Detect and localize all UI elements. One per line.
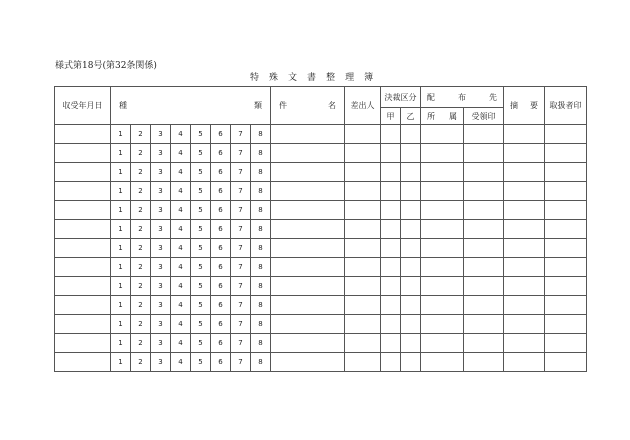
type-number-cell[interactable]: 3 <box>151 315 171 334</box>
type-number-cell[interactable]: 1 <box>111 201 131 220</box>
type-number-cell[interactable]: 3 <box>151 277 171 296</box>
received-date-cell[interactable] <box>55 163 111 182</box>
subject-cell[interactable] <box>271 296 345 315</box>
decision-b-cell[interactable] <box>401 201 421 220</box>
department-cell[interactable] <box>421 163 464 182</box>
received-date-cell[interactable] <box>55 239 111 258</box>
type-number-cell[interactable]: 8 <box>251 182 271 201</box>
department-cell[interactable] <box>421 296 464 315</box>
type-number-cell[interactable]: 1 <box>111 353 131 372</box>
type-number-cell[interactable]: 1 <box>111 163 131 182</box>
type-number-cell[interactable]: 4 <box>171 239 191 258</box>
type-number-cell[interactable]: 8 <box>251 239 271 258</box>
type-number-cell[interactable]: 5 <box>191 277 211 296</box>
type-number-cell[interactable]: 3 <box>151 353 171 372</box>
handler-seal-cell[interactable] <box>545 144 587 163</box>
table-row <box>55 239 587 258</box>
receipt-seal-cell[interactable] <box>464 201 504 220</box>
type-number-cell[interactable]: 5 <box>191 144 211 163</box>
distribution-char: 配 <box>427 92 435 102</box>
type-number-cell[interactable]: 5 <box>191 239 211 258</box>
type-number-cell[interactable]: 4 <box>171 277 191 296</box>
type-number-cell[interactable]: 7 <box>231 315 251 334</box>
type-number-cell[interactable]: 2 <box>131 277 151 296</box>
type-number-cell[interactable]: 6 <box>211 239 231 258</box>
type-number-cell[interactable]: 8 <box>251 353 271 372</box>
handler-seal-header: 取扱者印 <box>545 87 587 125</box>
type-number-cell[interactable]: 3 <box>151 239 171 258</box>
table-row <box>55 144 587 163</box>
receipt-seal-cell[interactable] <box>464 315 504 334</box>
received-date-cell[interactable] <box>55 144 111 163</box>
subject-cell[interactable] <box>271 334 345 353</box>
type-number-cell[interactable]: 3 <box>151 182 171 201</box>
type-number-cell[interactable]: 6 <box>211 201 231 220</box>
type-number-cell[interactable]: 3 <box>151 296 171 315</box>
table-row <box>55 277 587 296</box>
subject-cell[interactable] <box>271 201 345 220</box>
subject-cell[interactable] <box>271 125 345 144</box>
sender-cell[interactable] <box>345 315 381 334</box>
department-cell[interactable] <box>421 239 464 258</box>
received-date-cell[interactable] <box>55 277 111 296</box>
type-number-cell[interactable]: 7 <box>231 277 251 296</box>
type-number-cell[interactable]: 3 <box>151 334 171 353</box>
handler-seal-cell[interactable] <box>545 220 587 239</box>
summary-cell[interactable] <box>504 315 545 334</box>
type-number-cell[interactable]: 5 <box>191 163 211 182</box>
summary-cell[interactable] <box>504 277 545 296</box>
type-number-cell[interactable]: 5 <box>191 220 211 239</box>
type-header-right: 類 <box>254 101 262 110</box>
decision-b-cell[interactable] <box>401 296 421 315</box>
type-number-cell[interactable]: 2 <box>131 315 151 334</box>
type-number-cell[interactable]: 1 <box>111 220 131 239</box>
decision-b-cell[interactable] <box>401 125 421 144</box>
receipt-seal-cell[interactable] <box>464 144 504 163</box>
sender-cell[interactable] <box>345 239 381 258</box>
type-number-cell[interactable]: 5 <box>191 353 211 372</box>
receipt-seal-cell[interactable] <box>464 353 504 372</box>
type-number-cell[interactable]: 6 <box>211 182 231 201</box>
decision-a-cell[interactable] <box>381 277 401 296</box>
receipt-seal-cell[interactable] <box>464 163 504 182</box>
decision-a-cell[interactable] <box>381 220 401 239</box>
handler-seal-cell[interactable] <box>545 125 587 144</box>
type-number-cell[interactable]: 3 <box>151 220 171 239</box>
type-number-cell[interactable]: 7 <box>231 334 251 353</box>
type-number-cell[interactable]: 2 <box>131 334 151 353</box>
summary-header-right: 要 <box>530 101 538 110</box>
table-row <box>55 258 587 277</box>
department-header <box>421 108 464 125</box>
decision-a-cell[interactable] <box>381 144 401 163</box>
sender-cell[interactable] <box>345 334 381 353</box>
type-number-cell[interactable]: 5 <box>191 315 211 334</box>
decision-b-cell[interactable] <box>401 258 421 277</box>
title-char: 整 <box>326 73 336 83</box>
type-number-cell[interactable]: 3 <box>151 163 171 182</box>
type-number-cell[interactable]: 1 <box>111 144 131 163</box>
summary-cell[interactable] <box>504 125 545 144</box>
received-date-cell[interactable] <box>55 220 111 239</box>
receipt-seal-cell[interactable] <box>464 239 504 258</box>
department-cell[interactable] <box>421 182 464 201</box>
decision-b-header: 乙 <box>401 108 421 125</box>
type-header-left: 種 <box>119 101 127 110</box>
summary-cell[interactable] <box>504 144 545 163</box>
title-char: 殊 <box>269 73 279 83</box>
type-number-cell[interactable]: 8 <box>251 315 271 334</box>
type-number-cell[interactable]: 8 <box>251 258 271 277</box>
type-number-cell[interactable]: 7 <box>231 163 251 182</box>
type-number-cell[interactable]: 8 <box>251 125 271 144</box>
table-row <box>55 353 587 372</box>
sender-cell[interactable] <box>345 296 381 315</box>
type-number-cell[interactable]: 7 <box>231 125 251 144</box>
type-number-cell[interactable]: 2 <box>131 163 151 182</box>
type-number-cell[interactable]: 1 <box>111 296 131 315</box>
sender-cell[interactable] <box>345 353 381 372</box>
type-number-cell[interactable]: 2 <box>131 144 151 163</box>
type-header <box>111 87 271 125</box>
type-number-cell[interactable]: 4 <box>171 220 191 239</box>
department-cell[interactable] <box>421 315 464 334</box>
type-number-cell[interactable]: 4 <box>171 163 191 182</box>
handler-seal-cell[interactable] <box>545 163 587 182</box>
table-row <box>55 315 587 334</box>
handler-seal-cell[interactable] <box>545 296 587 315</box>
handler-seal-cell[interactable] <box>545 258 587 277</box>
type-number-cell[interactable]: 7 <box>231 220 251 239</box>
type-number-cell[interactable]: 6 <box>211 277 231 296</box>
type-number-cell[interactable]: 4 <box>171 144 191 163</box>
type-number-cell[interactable]: 5 <box>191 182 211 201</box>
sender-cell[interactable] <box>345 258 381 277</box>
decision-a-cell[interactable] <box>381 258 401 277</box>
type-number-cell[interactable]: 4 <box>171 334 191 353</box>
header-row <box>55 87 587 108</box>
department-cell[interactable] <box>421 125 464 144</box>
type-number-cell[interactable]: 8 <box>251 334 271 353</box>
type-number-cell[interactable]: 7 <box>231 296 251 315</box>
receipt-seal-cell[interactable] <box>464 277 504 296</box>
type-number-cell[interactable]: 1 <box>111 258 131 277</box>
summary-cell[interactable] <box>504 163 545 182</box>
title-char: 文 <box>288 73 298 83</box>
type-number-cell[interactable]: 2 <box>131 125 151 144</box>
summary-cell[interactable] <box>504 239 545 258</box>
type-number-cell[interactable]: 5 <box>191 296 211 315</box>
register-table <box>54 86 587 372</box>
summary-cell[interactable] <box>504 258 545 277</box>
type-number-cell[interactable]: 6 <box>211 353 231 372</box>
received-date-cell[interactable] <box>55 296 111 315</box>
type-number-cell[interactable]: 1 <box>111 239 131 258</box>
type-number-cell[interactable]: 8 <box>251 220 271 239</box>
summary-header-left: 摘 <box>510 101 518 110</box>
subject-header-right: 名 <box>328 101 336 110</box>
receipt-seal-cell[interactable] <box>464 334 504 353</box>
decision-b-cell[interactable] <box>401 163 421 182</box>
sender-cell[interactable] <box>345 182 381 201</box>
type-number-cell[interactable]: 7 <box>231 201 251 220</box>
decision-a-cell[interactable] <box>381 296 401 315</box>
table-row <box>55 296 587 315</box>
type-number-cell[interactable]: 4 <box>171 201 191 220</box>
page-title <box>250 70 383 83</box>
sender-cell[interactable] <box>345 163 381 182</box>
received-date-header: 収受年月日 <box>55 87 111 125</box>
summary-cell[interactable] <box>504 296 545 315</box>
type-number-cell[interactable]: 7 <box>231 182 251 201</box>
type-number-cell[interactable]: 6 <box>211 315 231 334</box>
type-number-cell[interactable]: 4 <box>171 296 191 315</box>
type-number-cell[interactable]: 4 <box>171 182 191 201</box>
summary-cell[interactable] <box>504 182 545 201</box>
sender-cell[interactable] <box>345 144 381 163</box>
decision-b-cell[interactable] <box>401 334 421 353</box>
decision-a-cell[interactable] <box>381 334 401 353</box>
subject-cell[interactable] <box>271 277 345 296</box>
sender-cell[interactable] <box>345 125 381 144</box>
sender-cell[interactable] <box>345 277 381 296</box>
receipt-seal-header: 受領印 <box>464 108 504 125</box>
received-date-cell[interactable] <box>55 182 111 201</box>
sender-cell[interactable] <box>345 220 381 239</box>
department-cell[interactable] <box>421 353 464 372</box>
type-number-cell[interactable]: 1 <box>111 125 131 144</box>
type-number-cell[interactable]: 6 <box>211 334 231 353</box>
table-row <box>55 334 587 353</box>
title-char: 特 <box>250 73 260 83</box>
type-number-cell[interactable]: 8 <box>251 296 271 315</box>
type-number-cell[interactable]: 6 <box>211 258 231 277</box>
type-number-cell[interactable]: 6 <box>211 163 231 182</box>
type-number-cell[interactable]: 8 <box>251 144 271 163</box>
subject-cell[interactable] <box>271 353 345 372</box>
handler-seal-cell[interactable] <box>545 277 587 296</box>
handler-seal-cell[interactable] <box>545 201 587 220</box>
sender-cell[interactable] <box>345 201 381 220</box>
received-date-cell[interactable] <box>55 334 111 353</box>
type-number-cell[interactable]: 2 <box>131 258 151 277</box>
subject-cell[interactable] <box>271 144 345 163</box>
type-number-cell[interactable]: 2 <box>131 239 151 258</box>
type-number-cell[interactable]: 2 <box>131 353 151 372</box>
type-number-cell[interactable]: 5 <box>191 125 211 144</box>
decision-a-cell[interactable] <box>381 163 401 182</box>
type-number-cell[interactable]: 4 <box>171 315 191 334</box>
decision-b-cell[interactable] <box>401 239 421 258</box>
type-number-cell[interactable]: 3 <box>151 201 171 220</box>
summary-cell[interactable] <box>504 353 545 372</box>
summary-cell[interactable] <box>504 220 545 239</box>
department-cell[interactable] <box>421 258 464 277</box>
subject-cell[interactable] <box>271 315 345 334</box>
decision-a-header: 甲 <box>381 108 401 125</box>
received-date-cell[interactable] <box>55 201 111 220</box>
subject-cell[interactable] <box>271 220 345 239</box>
subject-header <box>271 87 345 125</box>
receipt-seal-cell[interactable] <box>464 182 504 201</box>
summary-header <box>504 87 545 125</box>
type-number-cell[interactable]: 8 <box>251 277 271 296</box>
type-number-cell[interactable]: 2 <box>131 201 151 220</box>
type-number-cell[interactable]: 8 <box>251 201 271 220</box>
table-row <box>55 125 587 144</box>
decision-b-cell[interactable] <box>401 182 421 201</box>
receipt-seal-cell[interactable] <box>464 296 504 315</box>
received-date-cell[interactable] <box>55 125 111 144</box>
subject-cell[interactable] <box>271 258 345 277</box>
type-number-cell[interactable]: 1 <box>111 277 131 296</box>
type-number-cell[interactable]: 7 <box>231 239 251 258</box>
subject-cell[interactable] <box>271 163 345 182</box>
received-date-cell[interactable] <box>55 315 111 334</box>
receipt-seal-cell[interactable] <box>464 258 504 277</box>
title-char: 理 <box>345 73 355 83</box>
decision-a-cell[interactable] <box>381 125 401 144</box>
type-number-cell[interactable]: 2 <box>131 220 151 239</box>
type-number-cell[interactable]: 2 <box>131 296 151 315</box>
table-row <box>55 220 587 239</box>
type-number-cell[interactable]: 3 <box>151 144 171 163</box>
department-char: 属 <box>449 111 457 121</box>
handler-seal-cell[interactable] <box>545 353 587 372</box>
department-cell[interactable] <box>421 334 464 353</box>
title-char: 簿 <box>364 73 374 83</box>
type-number-cell[interactable]: 4 <box>171 258 191 277</box>
handler-seal-cell[interactable] <box>545 334 587 353</box>
distribution-char: 布 <box>458 92 466 102</box>
type-number-cell[interactable]: 6 <box>211 296 231 315</box>
type-number-cell[interactable]: 4 <box>171 125 191 144</box>
type-number-cell[interactable]: 6 <box>211 220 231 239</box>
table-row <box>55 182 587 201</box>
summary-cell[interactable] <box>504 334 545 353</box>
handler-seal-cell[interactable] <box>545 182 587 201</box>
type-number-cell[interactable]: 3 <box>151 258 171 277</box>
decision-a-cell[interactable] <box>381 353 401 372</box>
type-number-cell[interactable]: 7 <box>231 353 251 372</box>
decision-b-cell[interactable] <box>401 277 421 296</box>
sender-header: 差出人 <box>345 87 381 125</box>
form-number: 様式第18号(第32条関係) <box>55 61 157 71</box>
type-number-cell[interactable]: 3 <box>151 125 171 144</box>
subject-cell[interactable] <box>271 239 345 258</box>
handler-seal-cell[interactable] <box>545 315 587 334</box>
decision-b-cell[interactable] <box>401 353 421 372</box>
table-row <box>55 201 587 220</box>
subject-header-left: 件 <box>279 101 287 110</box>
receipt-seal-cell[interactable] <box>464 125 504 144</box>
type-number-cell[interactable]: 5 <box>191 334 211 353</box>
handler-seal-cell[interactable] <box>545 239 587 258</box>
type-number-cell[interactable]: 4 <box>171 353 191 372</box>
type-number-cell[interactable]: 6 <box>211 144 231 163</box>
table-row <box>55 163 587 182</box>
type-number-cell[interactable]: 1 <box>111 334 131 353</box>
department-cell[interactable] <box>421 144 464 163</box>
department-cell[interactable] <box>421 277 464 296</box>
receipt-seal-cell[interactable] <box>464 220 504 239</box>
type-number-cell[interactable]: 7 <box>231 258 251 277</box>
type-number-cell[interactable]: 6 <box>211 125 231 144</box>
type-number-cell[interactable]: 5 <box>191 258 211 277</box>
decision-b-cell[interactable] <box>401 220 421 239</box>
summary-cell[interactable] <box>504 201 545 220</box>
department-char: 所 <box>427 111 435 121</box>
type-number-cell[interactable]: 5 <box>191 201 211 220</box>
department-cell[interactable] <box>421 201 464 220</box>
subject-cell[interactable] <box>271 182 345 201</box>
department-cell[interactable] <box>421 220 464 239</box>
decision-b-cell[interactable] <box>401 315 421 334</box>
received-date-cell[interactable] <box>55 258 111 277</box>
decision-a-cell[interactable] <box>381 315 401 334</box>
distribution-char: 先 <box>489 92 497 102</box>
type-number-cell[interactable]: 8 <box>251 163 271 182</box>
type-number-cell[interactable]: 1 <box>111 182 131 201</box>
decision-header: 決裁区分 <box>381 87 421 108</box>
decision-a-cell[interactable] <box>381 182 401 201</box>
type-number-cell[interactable]: 1 <box>111 315 131 334</box>
type-number-cell[interactable]: 2 <box>131 182 151 201</box>
received-date-cell[interactable] <box>55 353 111 372</box>
type-number-cell[interactable]: 7 <box>231 144 251 163</box>
distribution-header <box>421 87 504 108</box>
decision-a-cell[interactable] <box>381 239 401 258</box>
decision-a-cell[interactable] <box>381 201 401 220</box>
title-char: 書 <box>307 73 317 83</box>
decision-b-cell[interactable] <box>401 144 421 163</box>
